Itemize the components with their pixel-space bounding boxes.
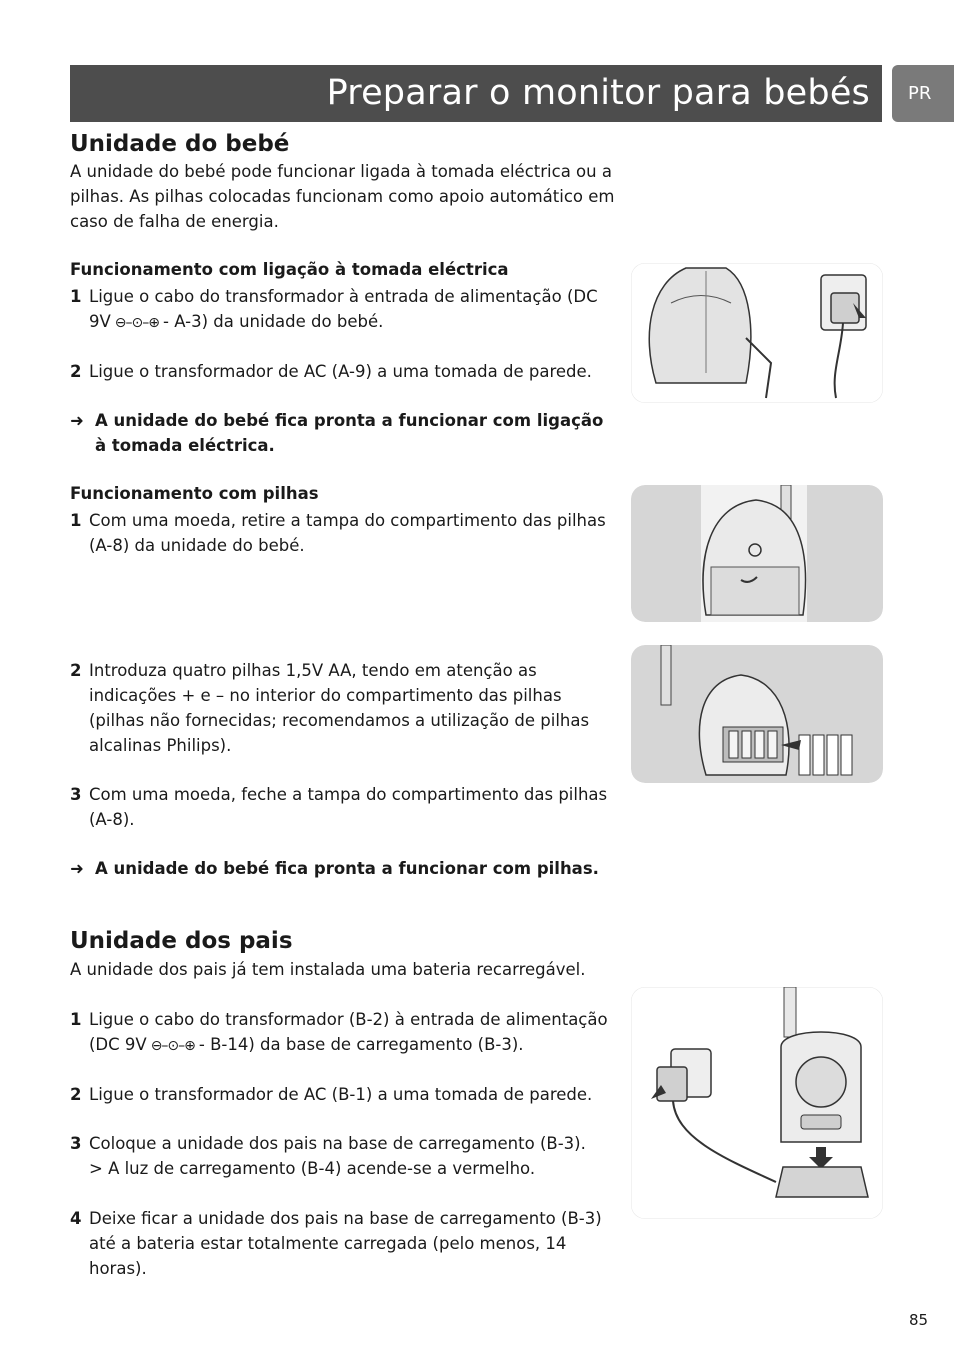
battery-cover-illustration bbox=[631, 485, 883, 622]
parent-step-3 bbox=[70, 1131, 615, 1181]
mains-illustration bbox=[631, 263, 883, 403]
step-text: Introduza quatro pilhas 1,5V AA, tendo em atenção as indicações + e – no interior do compartimento das pilhas (pilhas não fornecidas; recomendamos a utilização de pilhas alcalinas Philips). bbox=[89, 661, 590, 755]
mains-result bbox=[70, 408, 615, 458]
page-title: Preparar o monitor para bebés bbox=[326, 73, 870, 113]
step-subtext: > A luz de carregamento (B-4) acende-se a vermelho. bbox=[89, 1159, 536, 1178]
step-number: 1 bbox=[70, 287, 82, 306]
batteries-result bbox=[70, 856, 615, 881]
page-header bbox=[70, 65, 882, 122]
dc-polarity-symbol: ⊖–⊙–⊕ bbox=[114, 315, 159, 331]
result-text: A unidade do bebé fica pronta a funcionar com pilhas. bbox=[95, 859, 599, 878]
batteries-step-3 bbox=[70, 782, 615, 832]
step-number: 4 bbox=[70, 1209, 82, 1228]
figure-parent-charging bbox=[631, 987, 883, 1219]
step-number: 1 bbox=[70, 1010, 82, 1029]
step-text-cont: - B-14) da base de carregamento (B-3). bbox=[198, 1035, 524, 1054]
parent-step-2 bbox=[70, 1082, 615, 1107]
language-code: PR bbox=[908, 83, 932, 104]
arrow-right-icon: ➜ bbox=[70, 859, 84, 878]
step-number: 1 bbox=[70, 511, 82, 530]
baby-unit-intro: A unidade do bebé pode funcionar ligada à tomada eléctrica ou a pilhas. As pilhas colocadas funcionam como apoio automático em caso de falha de energia. bbox=[70, 162, 615, 231]
step-text: Ligue o cabo do transformador (B-2) à entrada de alimentação (DC 9V bbox=[89, 1010, 608, 1054]
batteries-step-1 bbox=[70, 508, 615, 558]
step-text: Ligue o transformador de AC (B-1) a uma tomada de parede. bbox=[89, 1085, 593, 1104]
step-number: 2 bbox=[70, 362, 82, 381]
mains-step-2 bbox=[70, 359, 615, 384]
figure-mains-connection bbox=[631, 263, 883, 403]
page-number: 85 bbox=[909, 1311, 929, 1329]
dc-polarity-symbol: ⊖–⊙–⊕ bbox=[150, 1038, 195, 1054]
step-text: Com uma moeda, retire a tampa do compartimento das pilhas (A-8) da unidade do bebé. bbox=[89, 511, 606, 555]
step-text: Deixe ficar a unidade dos pais na base de carregamento (B-3) até a bateria estar totalmente carregada (pelo menos, 14 horas). bbox=[89, 1209, 602, 1278]
parent-step-4 bbox=[70, 1206, 615, 1281]
figure-insert-batteries bbox=[631, 645, 883, 783]
step-number: 3 bbox=[70, 1134, 82, 1153]
subsection-mains: Funcionamento com ligação à tomada eléctrica bbox=[70, 260, 509, 279]
parent-charging-illustration bbox=[631, 987, 883, 1219]
section-title-parent-unit: Unidade dos pais bbox=[70, 928, 293, 954]
subsection-batteries: Funcionamento com pilhas bbox=[70, 484, 319, 503]
figure-remove-battery-cover bbox=[631, 485, 883, 622]
parent-unit-intro: A unidade dos pais já tem instalada uma bateria recarregável. bbox=[70, 960, 586, 979]
language-tab bbox=[892, 65, 954, 122]
step-text: Coloque a unidade dos pais na base de carregamento (B-3). bbox=[89, 1134, 586, 1153]
step-text: Com uma moeda, feche a tampa do compartimento das pilhas (A-8). bbox=[89, 785, 608, 829]
insert-batteries-illustration bbox=[631, 645, 883, 783]
step-text: Ligue o transformador de AC (A-9) a uma tomada de parede. bbox=[89, 362, 592, 381]
mains-step-1 bbox=[70, 284, 615, 336]
arrow-right-icon: ➜ bbox=[70, 411, 84, 430]
step-number: 3 bbox=[70, 785, 82, 804]
result-text: A unidade do bebé fica pronta a funcionar com ligação à tomada eléctrica. bbox=[95, 411, 604, 455]
step-text-cont: - A-3) da unidade do bebé. bbox=[163, 312, 384, 331]
step-text: Ligue o cabo do transformador à entrada de alimentação (DC 9V bbox=[89, 287, 598, 331]
batteries-step-2 bbox=[70, 658, 615, 758]
step-number: 2 bbox=[70, 661, 82, 680]
parent-step-1 bbox=[70, 1007, 615, 1059]
step-number: 2 bbox=[70, 1085, 82, 1104]
section-title-baby-unit: Unidade do bebé bbox=[70, 131, 290, 157]
